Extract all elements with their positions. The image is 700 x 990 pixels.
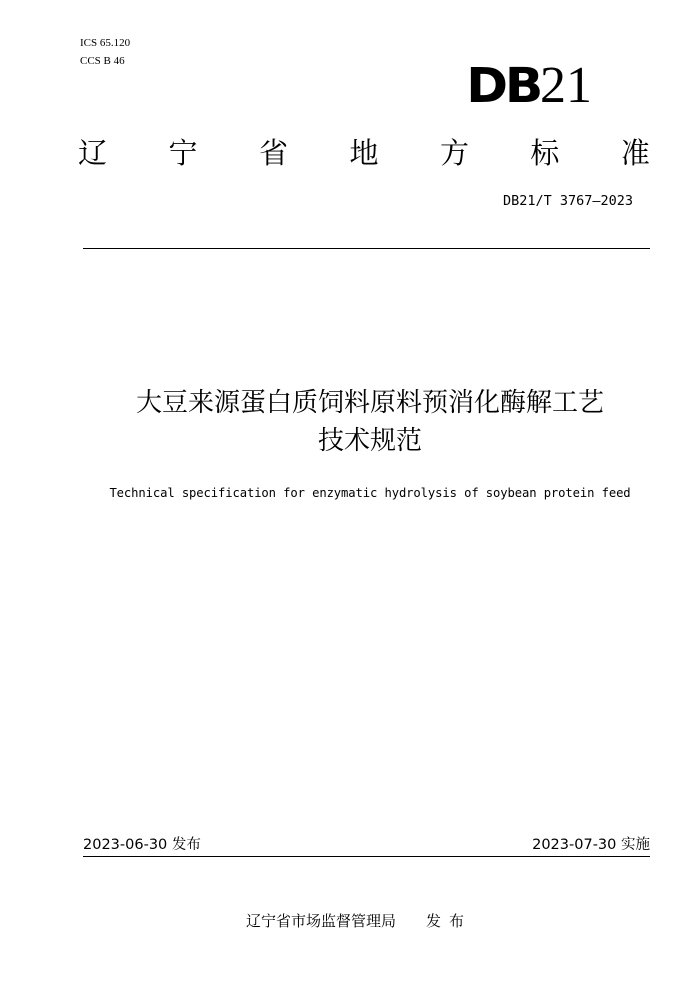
- chinese-title-line-1: 大豆来源蛋白质饲料原料预消化酶解工艺: [135, 388, 604, 418]
- standard-type-char: 省: [258, 136, 288, 170]
- standard-type-char: 宁: [168, 136, 198, 170]
- ics-code: ICS 65.120: [80, 37, 131, 49]
- standard-type-char: 地: [349, 136, 379, 170]
- standard-type-char: 辽: [78, 136, 108, 170]
- issue-action: 发布: [426, 912, 473, 930]
- standard-number: DB21/T 3767—2023: [502, 193, 633, 209]
- classification-codes: [80, 34, 130, 70]
- standard-type-char: 准: [620, 136, 650, 170]
- top-divider: [83, 248, 650, 249]
- english-title: Technical specification for enzymatic hydrolysis of soybean protein feed: [109, 486, 631, 500]
- bottom-divider: [83, 856, 650, 857]
- standard-type-char: 标: [530, 136, 560, 170]
- db21-logo: [465, 57, 592, 114]
- chinese-title-line-2: 技术规范: [317, 426, 422, 456]
- chinese-title: [60, 384, 680, 460]
- ccs-code: CCS B 46: [80, 55, 125, 67]
- logo-number: 21: [540, 57, 592, 114]
- standard-type-char: 方: [439, 136, 469, 170]
- issuing-organization: 辽宁省市场监督管理局: [245, 912, 396, 930]
- issue-date: 2023-06-30 发布: [83, 837, 201, 853]
- standard-type-title: [78, 135, 650, 171]
- issuer: [0, 911, 700, 931]
- logo-letters: DB: [465, 58, 540, 114]
- implementation-date: 2023-07-30 实施: [532, 837, 650, 853]
